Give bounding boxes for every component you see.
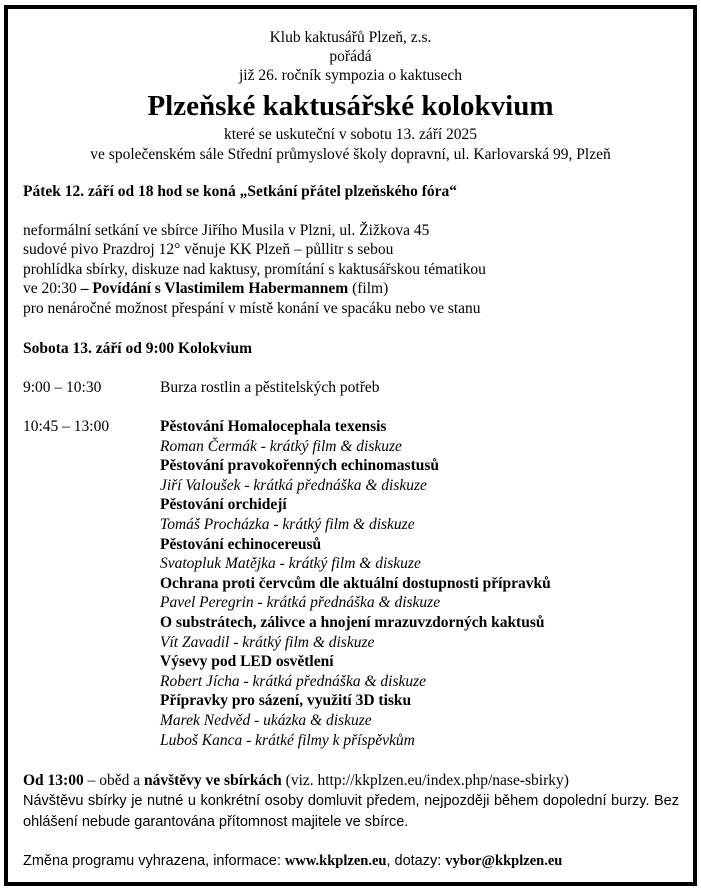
edition-line: již 26. ročník sympozia o kaktusech	[239, 67, 462, 84]
talk-suffix: (film)	[348, 280, 389, 297]
visit-note: Návštěvu sbírky je nutné u konkrétní osoby domluvit předem, nejpozději během dopolední burzy. Bez ohlášení nebude garantována přítomnost majitele ve sbírce.	[23, 793, 679, 830]
footer-mid: , dotazy:	[386, 853, 446, 869]
talk-time: ve 20:30	[23, 280, 81, 297]
program-list	[160, 417, 551, 750]
afternoon-text: – oběd a	[83, 772, 144, 789]
document	[8, 9, 693, 882]
afternoon-time: Od 13:00	[23, 772, 84, 789]
website-link[interactable]: www.kkplzen.eu	[284, 853, 387, 869]
friday-line: neformální setkání ve sbírce Jiřího Musila v Plzni, ul. Žižkova 45	[23, 222, 430, 239]
talk-title: O substrátech, zálivce a hnojení mrazuvzdorných kaktusů	[160, 613, 545, 631]
collections-link[interactable]: (viz. http://kkplzen.eu/index.php/nase-sbirky)	[281, 772, 569, 789]
venue-line: ve společenském sále Střední průmyslové školy dopravní, ul. Karlovarská 99, Plzeň	[90, 146, 611, 163]
talk-speaker: Pavel Peregrin - krátká přednáška & diskuze	[160, 594, 441, 612]
talk-speaker: Svatopluk Matějka - krátký film & diskuze	[160, 555, 421, 573]
friday-heading: Pátek 12. září od 18 hod se koná „Setkání přátel plzeňského fóra“	[23, 183, 458, 200]
talk-title: – Povídání s Vlastimilem Habermannem	[80, 280, 349, 297]
talk-title: Výsevy pod LED osvětlení	[160, 653, 334, 671]
talk-speaker: Jiří Valoušek - krátká přednáška & diskuze	[160, 476, 427, 494]
friday-line: pro nenáročné možnost přespání v místě konání ve spacáku nebo ve stanu	[23, 300, 481, 317]
talk-title: Pěstování Homalocephala texensis	[160, 418, 387, 435]
talk-speaker: Tomáš Procházka - krátký film & diskuze	[160, 515, 415, 533]
slot-time: 10:45 – 13:00	[23, 418, 110, 435]
footer-prefix: Změna programu vyhrazena, informace:	[23, 853, 285, 869]
page-title: Plzeňské kaktusářské kolokvium	[147, 90, 554, 122]
poster-frame	[4, 5, 697, 886]
talk-speaker: Roman Čermák - krátký film & diskuze	[160, 437, 402, 455]
footer-line	[23, 851, 562, 871]
friday-line: prohlídka sbírky, diskuze nad kaktusy, promítání s kaktusářskou tématikou	[23, 261, 486, 278]
email-link[interactable]: vybor@kkplzen.eu	[445, 853, 563, 869]
date-line: které se uskuteční v sobotu 13. září 2025	[223, 126, 478, 143]
talk-title: Pěstování orchidejí	[160, 496, 287, 514]
talk-speaker: Luboš Kanca - krátké filmy k příspěvkům	[160, 731, 415, 749]
saturday-heading: Sobota 13. září od 9:00 Kolokvium	[23, 340, 253, 357]
talk-title: Pěstování pravokořenných echinomastusů	[160, 457, 440, 475]
talk-speaker: Vít Zavadil - krátký film & diskuze	[160, 633, 375, 651]
talk-title: Přípravky pro sázení, využití 3D tisku	[160, 692, 412, 710]
slot-text: Burza rostlin a pěstitelských potřeb	[160, 379, 380, 396]
friday-line: sudové pivo Prazdroj 12° věnuje KK Plzeň – půllitr s sebou	[23, 241, 394, 258]
talk-title: Pěstování echinocereusů	[160, 535, 322, 553]
talk-speaker: Marek Nedvěd - ukázka & diskuze	[160, 711, 372, 729]
talk-title: Ochrana proti červcům dle aktuální dostupnosti přípravků	[160, 574, 551, 592]
presents-line: pořádá	[329, 48, 372, 65]
slot-time: 9:00 – 10:30	[23, 379, 102, 396]
afternoon-visits: návštěvy ve sbírkách	[143, 772, 282, 789]
talk-speaker: Robert Jícha - krátká přednáška & diskuze	[160, 672, 427, 690]
org-name: Klub kaktusářů Plzeň, z.s.	[269, 29, 432, 46]
friday-talk-line	[23, 279, 388, 299]
afternoon-line	[23, 771, 569, 791]
